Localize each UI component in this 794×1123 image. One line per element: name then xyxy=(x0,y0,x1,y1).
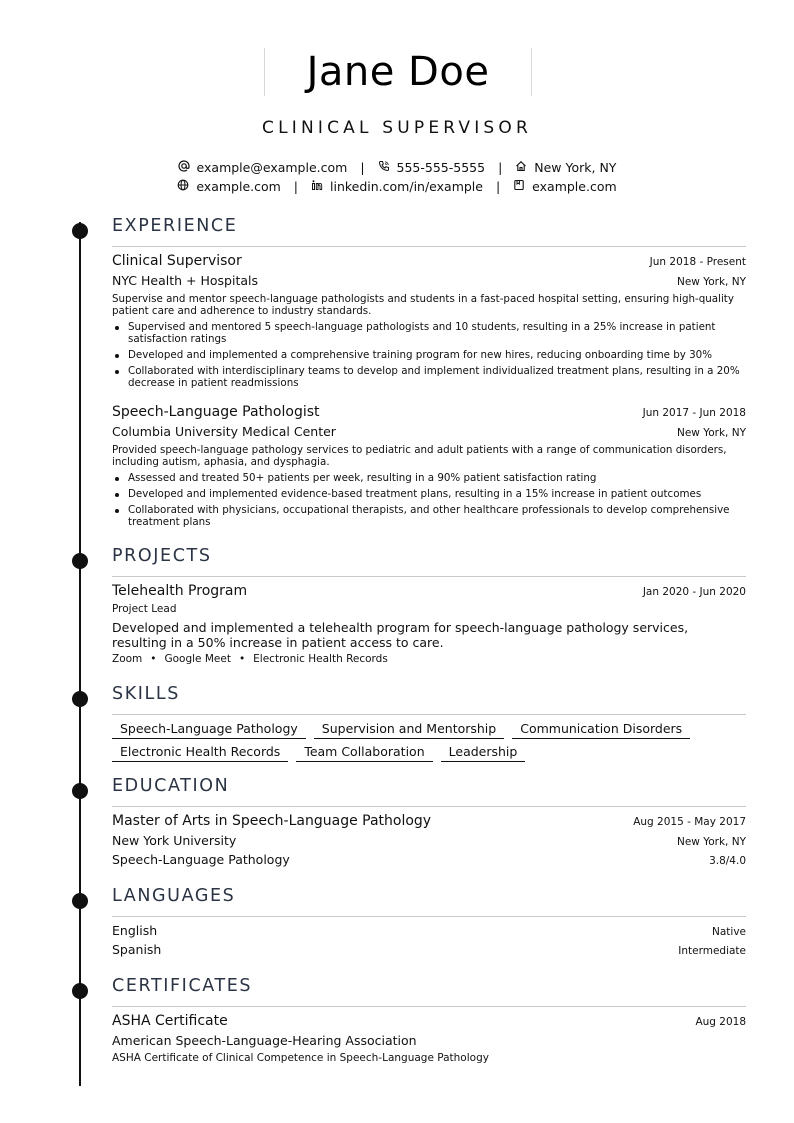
timeline-dot xyxy=(72,783,88,799)
contact-linkedin[interactable] xyxy=(311,179,483,194)
language-name: English xyxy=(112,923,158,938)
section-title-languages: LANGUAGES xyxy=(112,886,236,906)
website-text: example.com xyxy=(196,179,281,194)
contact-row-2 xyxy=(0,179,794,194)
project-tools: Zoom • Google Meet • Electronic Health Records xyxy=(112,653,388,665)
school-location: New York, NY xyxy=(676,836,746,848)
job-summary: Supervise and mentor speech-language pathologists and students in a fast-paced hospital setting, ensuring high-quality patient care and adherence to industry standards. xyxy=(112,293,734,317)
contact-portfolio[interactable] xyxy=(513,179,616,194)
job-dates: Jun 2018 - Present xyxy=(649,256,746,268)
language-name: Spanish xyxy=(112,942,162,957)
phone-text: 555-555-5555 xyxy=(396,160,486,175)
timeline-dot xyxy=(72,893,88,909)
separator: | xyxy=(360,160,365,175)
candidate-name: Jane Doe xyxy=(306,49,490,95)
skill-row xyxy=(112,721,746,739)
list-item: Developed and implemented evidence-based treatment plans, resulting in a 15% increase in patient outcomes xyxy=(112,488,746,500)
job-location: New York, NY xyxy=(676,276,746,288)
certificate-name: ASHA Certificate xyxy=(112,1013,228,1029)
timeline-line xyxy=(79,222,81,1086)
linkedin-icon xyxy=(311,179,323,194)
email-text: example@example.com xyxy=(196,160,348,175)
section-divider xyxy=(112,246,746,247)
project-header xyxy=(112,583,746,599)
section-divider xyxy=(112,714,746,715)
section-divider xyxy=(112,576,746,577)
contact-phone[interactable] xyxy=(378,160,486,175)
home-icon xyxy=(515,160,527,175)
project-description: Developed and implemented a telehealth program for speech-language pathology services, resulting in a 50% increase in patient access to care. xyxy=(112,620,689,650)
at-icon xyxy=(178,160,190,175)
portfolio-icon xyxy=(513,179,525,194)
section-title-skills: SKILLS xyxy=(112,684,180,704)
name-frame xyxy=(264,48,532,96)
job-summary: Provided speech-language pathology services to pediatric and adult patients with a range of communication disorders, including autism, aphasia, and dysphagia. xyxy=(112,444,727,468)
language-level: Native xyxy=(712,926,746,938)
contact-row-1 xyxy=(0,160,794,175)
globe-icon xyxy=(177,179,189,194)
job-company: NYC Health + Hospitals xyxy=(112,273,258,288)
skill-chip: Speech-Language Pathology xyxy=(112,721,306,739)
education-field-row xyxy=(112,852,746,867)
degree: Master of Arts in Speech-Language Pathology xyxy=(112,813,432,829)
job-company: Columbia University Medical Center xyxy=(112,424,336,439)
list-item: Assessed and treated 50+ patients per week, resulting in a 90% patient satisfaction rating xyxy=(112,472,746,484)
tool-tag: Google Meet xyxy=(164,653,231,665)
job-company-row xyxy=(112,273,746,288)
contact-email[interactable] xyxy=(178,160,348,175)
timeline-dot xyxy=(72,223,88,239)
certificate-description: ASHA Certificate of Clinical Competence in Speech-Language Pathology xyxy=(112,1052,489,1064)
project-dates: Jan 2020 - Jun 2020 xyxy=(642,586,746,598)
education-school-row xyxy=(112,833,746,848)
certificate-issuer: American Speech-Language-Hearing Association xyxy=(112,1033,417,1048)
certificate-date: Aug 2018 xyxy=(695,1016,746,1028)
project-role: Project Lead xyxy=(112,603,177,615)
separator: | xyxy=(293,179,299,194)
job-dates: Jun 2017 - Jun 2018 xyxy=(642,407,746,419)
school: New York University xyxy=(112,833,237,848)
section-divider xyxy=(112,1006,746,1007)
list-item: Collaborated with physicians, occupational therapists, and other healthcare professionals to develop comprehensive treatment plans xyxy=(112,504,746,528)
contact-location xyxy=(515,160,616,175)
skill-chip: Leadership xyxy=(441,744,526,762)
skill-chip: Communication Disorders xyxy=(512,721,690,739)
language-level: Intermediate xyxy=(678,945,746,957)
job-bullets xyxy=(112,321,746,393)
list-item: Supervised and mentored 5 speech-language pathologists and 10 students, resulting in a 25% increase in patient satisfaction ratings xyxy=(112,321,746,345)
section-divider xyxy=(112,916,746,917)
tool-tag: Electronic Health Records xyxy=(253,653,388,665)
project-name: Telehealth Program xyxy=(112,583,248,599)
skill-chip: Team Collaboration xyxy=(296,744,432,762)
location-text: New York, NY xyxy=(534,160,617,175)
list-item: Collaborated with interdisciplinary teams to develop and implement individualized treatment plans, resulting in a 20% decrease in patient readmissions xyxy=(112,365,746,389)
section-divider xyxy=(112,806,746,807)
job-location: New York, NY xyxy=(676,427,746,439)
job-position: Clinical Supervisor xyxy=(112,253,242,269)
skills-list xyxy=(112,721,746,767)
section-title-education: EDUCATION xyxy=(112,776,230,796)
job-bullets xyxy=(112,472,746,532)
contact-website[interactable] xyxy=(177,179,280,194)
tool-tag: Zoom xyxy=(112,653,143,665)
linkedin-text: linkedin.com/in/example xyxy=(330,179,483,194)
section-title-certificates: CERTIFICATES xyxy=(112,976,253,996)
separator: | xyxy=(495,179,501,194)
job-title: CLINICAL SUPERVISOR xyxy=(262,118,532,138)
portfolio-text: example.com xyxy=(532,179,617,194)
education-header xyxy=(112,813,746,829)
job-position: Speech-Language Pathologist xyxy=(112,404,320,420)
phone-icon xyxy=(378,160,390,175)
timeline-dot xyxy=(72,983,88,999)
job-company-row xyxy=(112,424,746,439)
skill-chip: Supervision and Mentorship xyxy=(314,721,504,739)
section-title-projects: PROJECTS xyxy=(112,546,212,566)
job-header xyxy=(112,404,746,420)
education-dates: Aug 2015 - May 2017 xyxy=(633,816,746,828)
certificate-header xyxy=(112,1013,746,1029)
timeline-dot xyxy=(72,691,88,707)
separator: | xyxy=(498,160,503,175)
skill-chip: Electronic Health Records xyxy=(112,744,288,762)
list-item: Developed and implemented a comprehensive training program for new hires, reducing onboarding time by 30% xyxy=(112,349,746,361)
gpa: 3.8/4.0 xyxy=(709,855,746,867)
section-title-experience: EXPERIENCE xyxy=(112,216,238,236)
field-of-study: Speech-Language Pathology xyxy=(112,852,290,867)
timeline-dot xyxy=(72,553,88,569)
language-row xyxy=(112,942,746,957)
skill-row xyxy=(112,744,746,762)
job-header xyxy=(112,253,746,269)
language-row xyxy=(112,923,746,938)
